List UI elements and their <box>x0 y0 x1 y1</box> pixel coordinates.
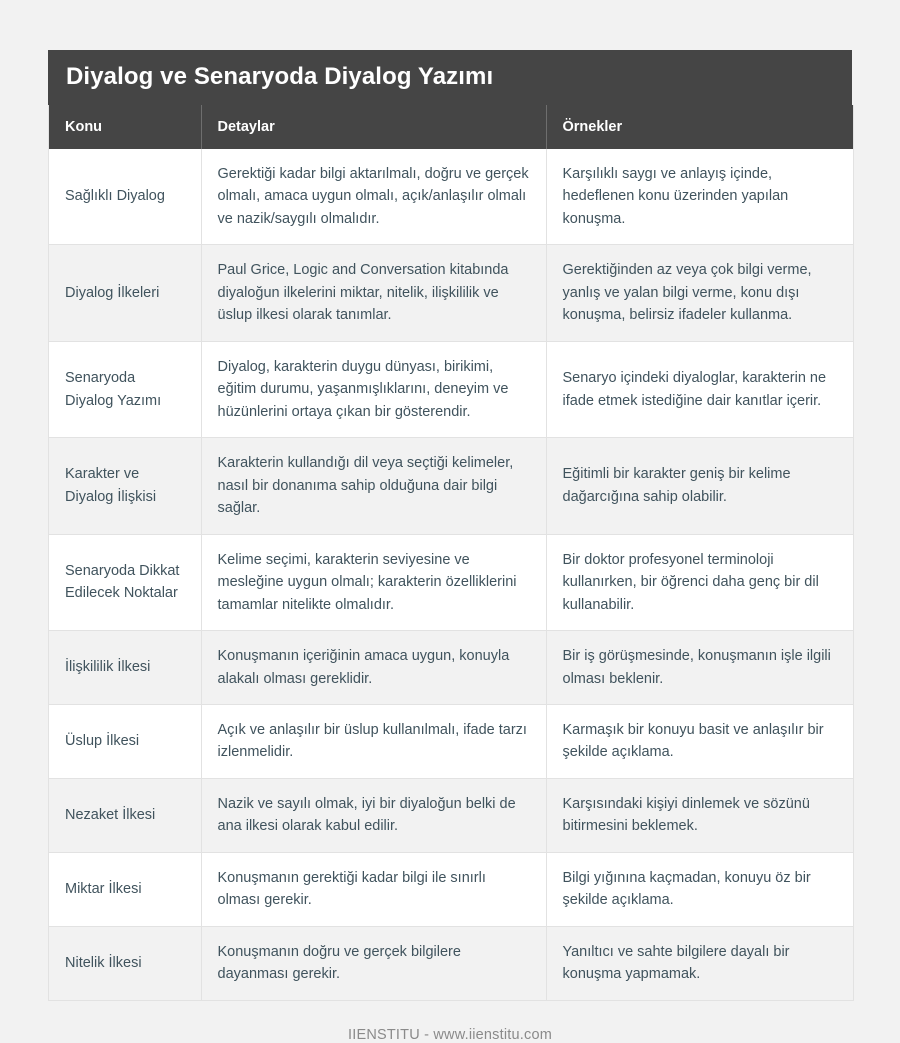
table-container <box>48 105 854 1001</box>
table-row <box>49 926 853 1000</box>
table-row <box>49 631 853 705</box>
cell-topic: Sağlıklı Diyalog <box>49 149 201 245</box>
cell-topic: Diyalog İlkeleri <box>49 245 201 341</box>
cell-example: Karşılıklı saygı ve anlayış içinde, hedeflenen konu üzerinden yapılan konuşma. <box>546 149 853 245</box>
table-row <box>49 534 853 630</box>
footer-attribution: IIENSTITU - www.iienstitu.com <box>348 1026 552 1043</box>
table-row <box>49 149 853 245</box>
cell-example: Karşısındaki kişiyi dinlemek ve sözünü bitirmesini beklemek. <box>546 778 853 852</box>
table-header <box>49 105 853 149</box>
cell-topic: Senaryoda Diyalog Yazımı <box>49 341 201 437</box>
cell-details: Konuşmanın doğru ve gerçek bilgilere dayanması gerekir. <box>201 926 546 1000</box>
table-body <box>49 149 853 1000</box>
page-title: Diyalog ve Senaryoda Diyalog Yazımı <box>66 63 494 91</box>
column-header-ornekler: Örnekler <box>546 105 853 149</box>
cell-details: Diyalog, karakterin duygu dünyası, birikimi, eğitim durumu, yaşanmışlıklarını, deneyim ve hüzünlerini ortaya çıkan bir gösterendir. <box>201 341 546 437</box>
title-bar <box>48 50 852 105</box>
table-row <box>49 438 853 534</box>
cell-example: Bir iş görüşmesinde, konuşmanın işle ilgili olması beklenir. <box>546 631 853 705</box>
table-row <box>49 852 853 926</box>
cell-example: Yanıltıcı ve sahte bilgilere dayalı bir konuşma yapmamak. <box>546 926 853 1000</box>
cell-details: Konuşmanın gerektiği kadar bilgi ile sınırlı olması gerekir. <box>201 852 546 926</box>
cell-details: Nazik ve sayılı olmak, iyi bir diyaloğun belki de ana ilkesi olarak kabul edilir. <box>201 778 546 852</box>
cell-details: Konuşmanın içeriğinin amaca uygun, konuyla alakalı olması gereklidir. <box>201 631 546 705</box>
cell-details: Paul Grice, Logic and Conversation kitabında diyaloğun ilkelerini miktar, nitelik, ilişkililik ve üslup ilkesi olarak tanımlar. <box>201 245 546 341</box>
table-row <box>49 245 853 341</box>
cell-details: Kelime seçimi, karakterin seviyesine ve mesleğine uygun olmalı; karakterin özelliklerini tamamlar nitelikte olmalıdır. <box>201 534 546 630</box>
cell-topic: Nitelik İlkesi <box>49 926 201 1000</box>
cell-example: Eğitimli bir karakter geniş bir kelime dağarcığına sahip olabilir. <box>546 438 853 534</box>
table-row <box>49 704 853 778</box>
cell-topic: Üslup İlkesi <box>49 704 201 778</box>
column-header-konu: Konu <box>49 105 201 149</box>
cell-example: Bir doktor profesyonel terminoloji kullanırken, bir öğrenci daha genç bir dil kullanabilir. <box>546 534 853 630</box>
cell-details: Gerektiği kadar bilgi aktarılmalı, doğru ve gerçek olmalı, amaca uygun olmalı, açık/anlaşılır olmalı ve nazik/saygılı olmalıdır. <box>201 149 546 245</box>
cell-details: Karakterin kullandığı dil veya seçtiği kelimeler, nasıl bir donanıma sahip olduğuna dair bilgi sağlar. <box>201 438 546 534</box>
table-row <box>49 778 853 852</box>
info-table <box>49 105 853 1001</box>
cell-topic: Miktar İlkesi <box>49 852 201 926</box>
table-row <box>49 341 853 437</box>
cell-details: Açık ve anlaşılır bir üslup kullanılmalı, ifade tarzı izlenmelidir. <box>201 704 546 778</box>
column-header-detaylar: Detaylar <box>201 105 546 149</box>
cell-topic: Senaryoda Dikkat Edilecek Noktalar <box>49 534 201 630</box>
cell-example: Senaryo içindeki diyaloglar, karakterin ne ifade etmek istediğine dair kanıtlar içerir. <box>546 341 853 437</box>
cell-topic: İlişkililik İlkesi <box>49 631 201 705</box>
cell-topic: Karakter ve Diyalog İlişkisi <box>49 438 201 534</box>
table-header-row <box>49 105 853 149</box>
cell-example: Gerektiğinden az veya çok bilgi verme, yanlış ve yalan bilgi verme, konu dışı konuşma, belirsiz ifadeler kullanma. <box>546 245 853 341</box>
cell-topic: Nezaket İlkesi <box>49 778 201 852</box>
cell-example: Bilgi yığınına kaçmadan, konuyu öz bir şekilde açıklama. <box>546 852 853 926</box>
cell-example: Karmaşık bir konuyu basit ve anlaşılır bir şekilde açıklama. <box>546 704 853 778</box>
